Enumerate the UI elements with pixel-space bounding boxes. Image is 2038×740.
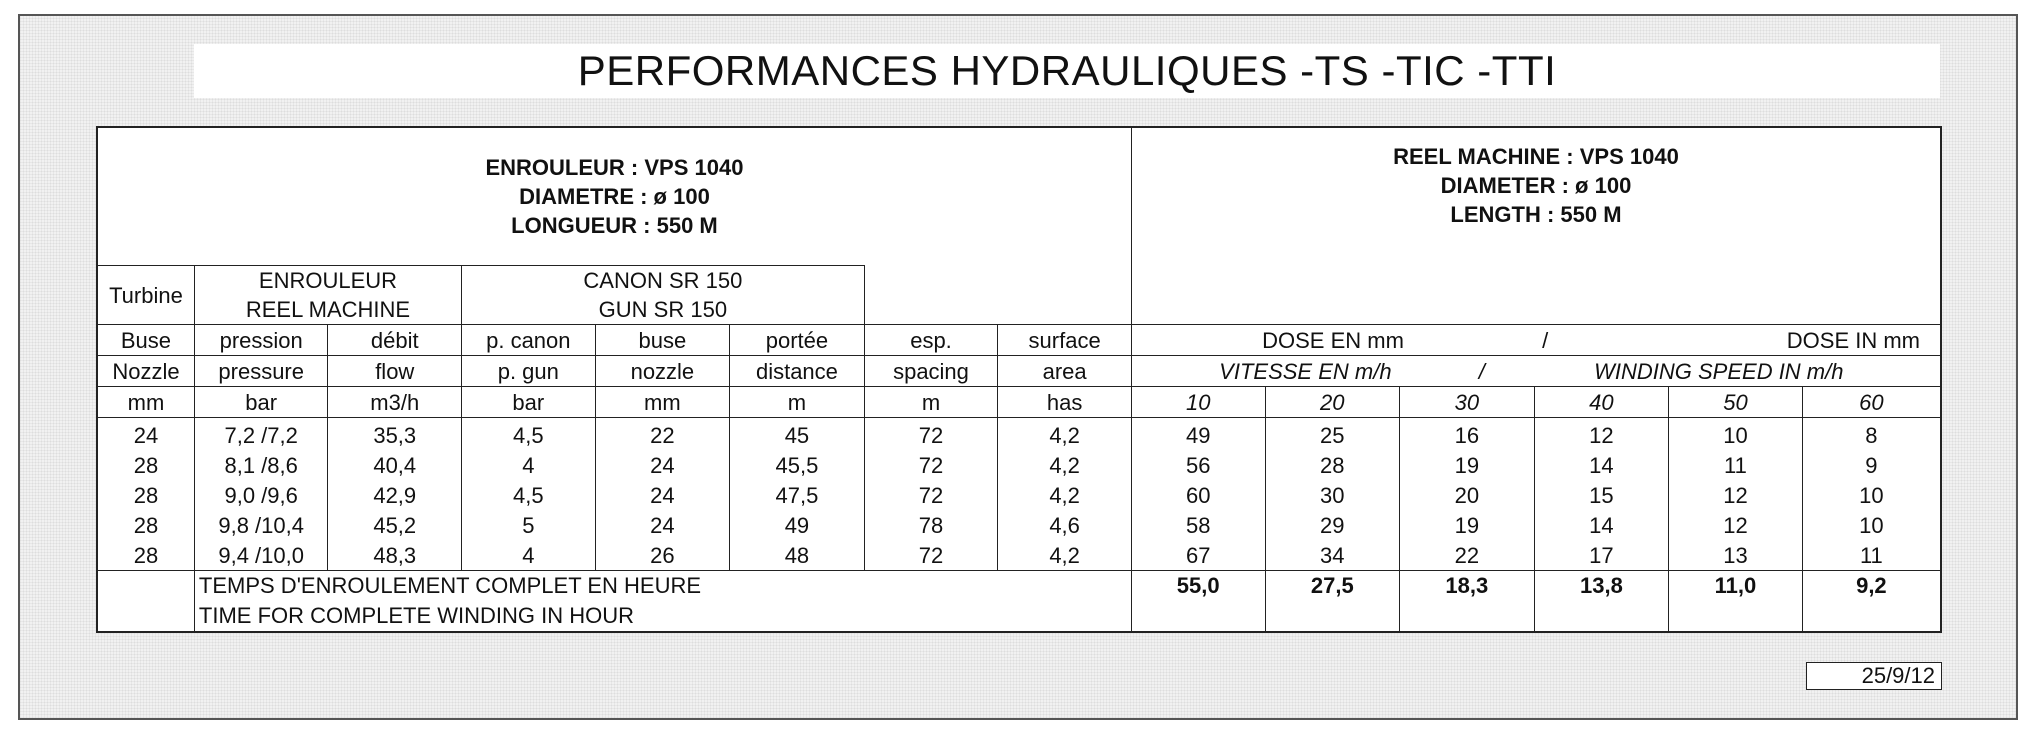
table-row: [97, 540, 1941, 571]
cell: 17: [1534, 540, 1669, 571]
col-en-flow: flow: [328, 356, 462, 387]
cell: 4: [462, 540, 596, 571]
footer-label-fr: TEMPS D'ENROULEMENT COMPLET EN HEURE: [198, 573, 702, 598]
cell: 8: [1865, 422, 1878, 448]
table-row: [97, 480, 1941, 510]
cell: 45,2: [328, 510, 462, 540]
column-names-en-row: [97, 356, 1941, 387]
speed-value: 40: [1534, 387, 1669, 418]
units-row: [97, 387, 1941, 418]
cell: 48: [730, 540, 865, 571]
cell: 58: [1131, 510, 1265, 540]
cell: 20: [1400, 480, 1535, 510]
cell: 15: [1534, 480, 1669, 510]
speed-separator: /: [1400, 356, 1535, 387]
winding-time: 55,0: [1131, 571, 1265, 633]
col-en-gun-pressure: p. gun: [462, 356, 596, 387]
cell: 8,1 /8,6: [194, 450, 328, 480]
cell: 49: [730, 510, 865, 540]
cell: 11: [1802, 540, 1941, 571]
cell: 72: [864, 540, 998, 571]
cell: 19: [1400, 450, 1535, 480]
winding-time: 18,3: [1400, 571, 1535, 633]
cell: 78: [864, 510, 998, 540]
header-fr-length: LONGUEUR : 550 M: [511, 213, 718, 238]
col-fr-pressure: pression: [194, 325, 328, 356]
cell: 11: [1669, 450, 1803, 480]
cell: 45,5: [730, 450, 865, 480]
date-box: [1806, 662, 1942, 690]
cell: 60: [1131, 480, 1265, 510]
cell: 45: [730, 418, 865, 451]
cell: 22: [595, 418, 730, 451]
unit-distance: m: [730, 387, 865, 418]
header-en: [1131, 127, 1941, 325]
cell: 26: [595, 540, 730, 571]
speed-value: 60: [1802, 387, 1941, 418]
cell: 10: [1859, 482, 1884, 508]
cell: 4,2: [998, 450, 1132, 480]
cell: 10: [1669, 418, 1803, 451]
cell: 9,8 /10,4: [194, 510, 328, 540]
cell: 40,4: [328, 450, 462, 480]
speed-value: 30: [1400, 387, 1535, 418]
col-en-pressure: pressure: [194, 356, 328, 387]
header-en-diameter: DIAMETER : ø 100: [1440, 173, 1632, 198]
cell: 13: [1669, 540, 1803, 571]
cell: 9,4 /10,0: [194, 540, 328, 571]
page-title-text: PERFORMANCES HYDRAULIQUES -TS -TIC -TTI: [577, 47, 1557, 94]
col-fr-gun-pressure: p. canon: [462, 325, 596, 356]
cell: 14: [1534, 510, 1669, 540]
speed-fr: VITESSE EN m/h: [1131, 356, 1399, 387]
cell: 28: [97, 450, 194, 480]
cell: 28: [97, 510, 194, 540]
cell: 56: [1131, 450, 1265, 480]
cell: 47,5: [730, 480, 865, 510]
cell: 10: [1859, 512, 1884, 538]
winding-time: 9,2: [1856, 573, 1887, 598]
speed-value: 10: [1131, 387, 1265, 418]
group-gun-en: GUN SR 150: [598, 297, 728, 322]
cell: 4,5: [462, 418, 596, 451]
unit-gun-pressure: bar: [462, 387, 596, 418]
header-en-reel: REEL MACHINE : VPS 1040: [1393, 144, 1679, 169]
col-en-nozzle: Nozzle: [97, 356, 194, 387]
performance-table: [96, 126, 1942, 633]
speed-value: 50: [1669, 387, 1803, 418]
footer-label: [194, 571, 1131, 633]
unit-gun-nozzle: mm: [595, 387, 730, 418]
cell: 14: [1534, 450, 1669, 480]
cell: 35,3: [328, 418, 462, 451]
cell: 4,6: [998, 510, 1132, 540]
cell: 28: [97, 480, 194, 510]
cell: 4,2: [998, 418, 1132, 451]
cell: 7,2 /7,2: [194, 418, 328, 451]
date-text: 25/9/12: [1861, 663, 1935, 688]
col-en-distance: distance: [730, 356, 865, 387]
speed-en: WINDING SPEED IN m/h: [1534, 356, 1941, 387]
cell: 24: [595, 510, 730, 540]
col-fr-spacing: esp.: [864, 325, 998, 356]
cell: 4,5: [462, 480, 596, 510]
cell: 19: [1400, 510, 1535, 540]
group-reel-fr: ENROULEUR: [258, 268, 398, 293]
table-row: [97, 450, 1941, 480]
header-en-length: LENGTH : 550 M: [1450, 202, 1622, 227]
unit-nozzle: mm: [97, 387, 194, 418]
unit-pressure: bar: [194, 387, 328, 418]
cell: 29: [1265, 510, 1400, 540]
cell: 12: [1534, 418, 1669, 451]
cell: 24: [97, 418, 194, 451]
dose-en: DOSE IN mm: [1669, 325, 1941, 356]
unit-spacing: m: [864, 387, 998, 418]
header-fr: [97, 127, 1131, 266]
cell: 34: [1265, 540, 1400, 571]
cell: 49: [1131, 418, 1265, 451]
col-en-area: area: [998, 356, 1132, 387]
cell: 72: [864, 418, 998, 451]
dose-separator: /: [1534, 325, 1669, 356]
cell: 9: [1865, 452, 1878, 478]
header-fr-diameter: DIAMETRE : ø 100: [519, 184, 710, 209]
unit-area: has: [998, 387, 1132, 418]
cell: 22: [1400, 540, 1535, 571]
cell: 28: [97, 540, 194, 571]
cell: 24: [595, 480, 730, 510]
col-fr-gun-nozzle: buse: [595, 325, 730, 356]
group-turbine: Turbine: [97, 266, 194, 325]
group-reel-en: REEL MACHINE: [245, 297, 411, 322]
dose-fr: DOSE EN mm: [1131, 325, 1534, 356]
header-row: [97, 127, 1941, 266]
unit-flow: m3/h: [328, 387, 462, 418]
footer-spacer: [97, 571, 194, 633]
col-fr-nozzle: Buse: [97, 325, 194, 356]
cell: 24: [595, 450, 730, 480]
cell: 9,0 /9,6: [194, 480, 328, 510]
page-title: [194, 44, 1940, 98]
cell: 72: [864, 450, 998, 480]
header-fr-reel: ENROULEUR : VPS 1040: [485, 155, 744, 180]
cell: 72: [864, 480, 998, 510]
cell: 28: [1265, 450, 1400, 480]
group-gun: [462, 266, 865, 325]
group-empty: [864, 266, 1131, 325]
table-row: [97, 418, 1941, 451]
table-row: [97, 510, 1941, 540]
winding-time: 11,0: [1669, 571, 1803, 633]
footer-label-en: TIME FOR COMPLETE WINDING IN HOUR: [198, 603, 635, 628]
group-gun-fr: CANON SR 150: [583, 268, 743, 293]
cell: 12: [1669, 480, 1803, 510]
speed-value: 20: [1265, 387, 1400, 418]
winding-time: 13,8: [1534, 571, 1669, 633]
col-fr-distance: portée: [730, 325, 865, 356]
cell: 25: [1265, 418, 1400, 451]
col-fr-area: surface: [998, 325, 1132, 356]
group-reel: [194, 266, 461, 325]
col-fr-flow: débit: [328, 325, 462, 356]
cell: 42,9: [328, 480, 462, 510]
cell: 48,3: [328, 540, 462, 571]
cell: 12: [1669, 510, 1803, 540]
cell: 4,2: [998, 480, 1132, 510]
cell: 4: [462, 450, 596, 480]
cell: 16: [1400, 418, 1535, 451]
cell: 67: [1131, 540, 1265, 571]
winding-time-row: [97, 571, 1941, 633]
col-en-gun-nozzle: nozzle: [595, 356, 730, 387]
cell: 30: [1265, 480, 1400, 510]
cell: 4,2: [998, 540, 1132, 571]
winding-time: 27,5: [1265, 571, 1400, 633]
column-names-fr-row: [97, 325, 1941, 356]
col-en-spacing: spacing: [864, 356, 998, 387]
cell: 5: [462, 510, 596, 540]
